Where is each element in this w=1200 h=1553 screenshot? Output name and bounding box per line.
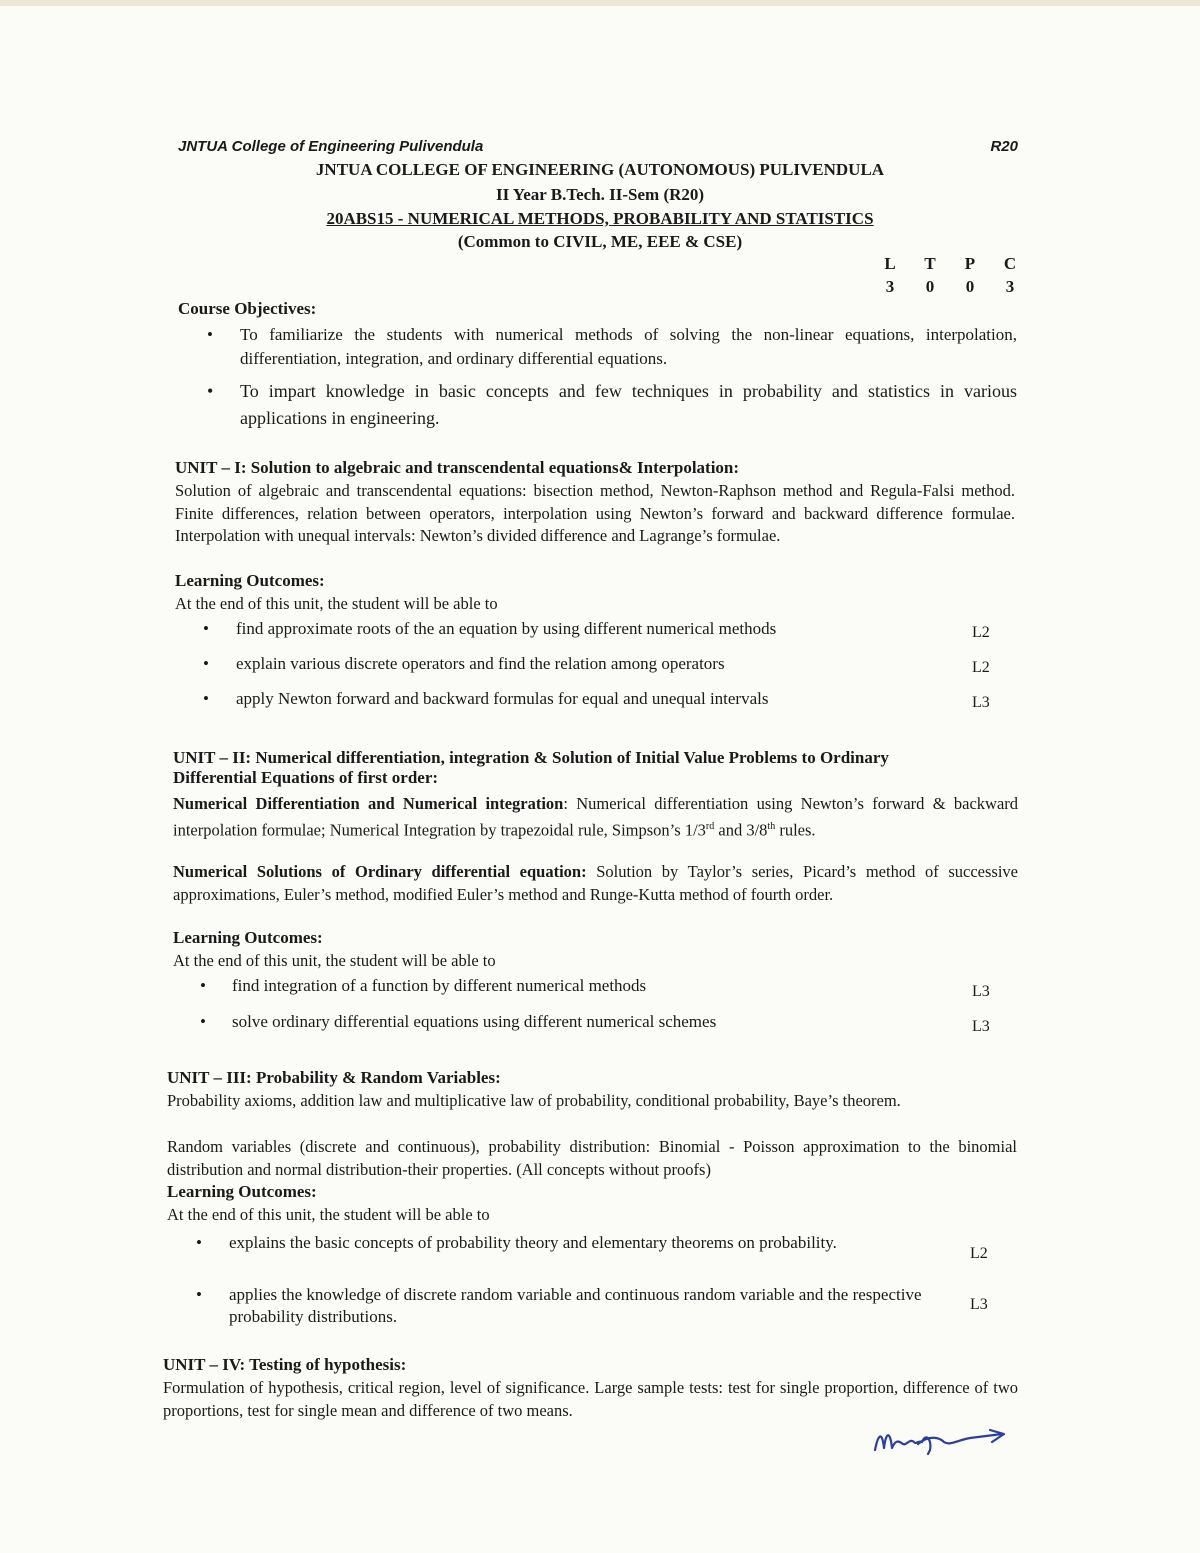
unit2-para2-text: Solution by Taylor’s series, Picard’s method of successive approximations, Euler’s method, modified Euler’s method and Runge-Kutta method of fourth order. — [173, 862, 1018, 904]
signature — [870, 1420, 1010, 1460]
unit2-para1-text-c: rules. — [775, 820, 816, 839]
outcome-text: apply Newton forward and backward formulas for equal and unequal intervals — [236, 689, 769, 708]
header-regulation: R20 — [990, 138, 1018, 155]
bullet-icon: • — [200, 1012, 206, 1031]
unit2-para2-bold: Numerical Solutions of Ordinary differential equation: — [173, 862, 587, 881]
bullet-icon: • — [207, 381, 214, 401]
unit2-para1-text-b: and 3/8 — [714, 820, 768, 839]
outcome-level: L2 — [970, 1245, 988, 1262]
college-title: JNTUA COLLEGE OF ENGINEERING (AUTONOMOUS) PULIVENDULA — [315, 160, 885, 179]
bullet-icon: • — [203, 619, 209, 638]
unit4-heading: UNIT – IV: Testing of hypothesis: — [163, 1355, 407, 1374]
ltpc-label-p: P — [964, 254, 976, 273]
unit2-heading-line2: Differential Equations of first order: — [173, 768, 439, 787]
unit1-outcome — [203, 652, 923, 676]
unit3-para2: Random variables (discrete and continuous), probability distribution: Binomial - Poisson approximation to the binomial distribution and normal distribution-their properties. (All concepts without proofs) — [167, 1137, 1017, 1179]
outcome-level: L3 — [972, 983, 990, 1000]
objectives-heading: Course Objectives: — [178, 299, 317, 318]
outcome-level: L2 — [972, 624, 990, 641]
unit2-para1 — [173, 793, 1018, 842]
bullet-icon: • — [203, 654, 209, 673]
ltpc-label-l: L — [884, 254, 896, 273]
unit3-lo-heading: Learning Outcomes: — [167, 1182, 317, 1201]
bullet-icon: • — [196, 1285, 202, 1304]
outcome-level: L3 — [972, 694, 990, 711]
scan-edge — [0, 0, 1200, 6]
ltpc-values — [870, 277, 1030, 297]
year-title: II Year B.Tech. II-Sem (R20) — [495, 185, 705, 204]
unit2-heading — [173, 748, 1018, 788]
outcome-text: explain various discrete operators and find the relation among operators — [236, 654, 725, 673]
unit2-outcome — [200, 1010, 920, 1034]
outcome-level: L3 — [970, 1296, 988, 1313]
bullet-icon: • — [196, 1233, 202, 1252]
unit3-outcome — [196, 1230, 851, 1256]
unit2-para1-text: : Numerical differentiation using Newton’s forward & backward interpolation formulae; Numerical Integration by trapezoidal rule, Simpson’s 1/3 — [173, 794, 1019, 839]
ltpc-value-l: 3 — [885, 277, 895, 296]
outcome-text: find approximate roots of the an equation by using different numerical methods — [236, 619, 777, 638]
unit1-outcome — [203, 617, 923, 641]
unit1-lo-intro: At the end of this unit, the student will be able to — [175, 594, 498, 613]
course-title: 20ABS15 - NUMERICAL METHODS, PROBABILITY AND STATISTICS — [326, 209, 874, 228]
bullet-icon: • — [200, 976, 206, 995]
unit3-para1: Probability axioms, addition law and multiplicative law of probability, conditional probability, Baye’s theorem. — [167, 1091, 901, 1110]
unit3-heading: UNIT – III: Probability & Random Variables: — [167, 1068, 501, 1087]
outcome-text: explains the basic concepts of probability theory and elementary theorems on probability. — [229, 1233, 837, 1252]
unit3-lo-intro: At the end of this unit, the student will be able to — [167, 1205, 490, 1224]
ltpc-labels — [870, 254, 1030, 274]
objective-text: To impart knowledge in basic concepts and few techniques in probability and statistics in various applications in engineering. — [240, 381, 1017, 428]
unit1-lo-heading: Learning Outcomes: — [175, 571, 325, 590]
unit2-outcome — [200, 974, 920, 998]
header-college-italic: JNTUA College of Engineering Pulivendula — [178, 138, 484, 155]
ltpc-value-p: 0 — [965, 277, 975, 296]
superscript-rd: rd — [705, 820, 715, 832]
unit2-para2 — [173, 861, 1018, 906]
unit3-outcome — [196, 1284, 936, 1328]
outcome-level: L3 — [972, 1018, 990, 1035]
outcome-text: find integration of a function by different numerical methods — [232, 976, 647, 995]
outcome-text: applies the knowledge of discrete random variable and continuous random variable and the respective probability distributions. — [229, 1285, 922, 1326]
bullet-icon: • — [207, 325, 213, 344]
outcome-text: solve ordinary differential equations using different numerical schemes — [232, 1012, 717, 1031]
ltpc-value-c: 3 — [1005, 277, 1015, 296]
unit1-body: Solution of algebraic and transcendental equations: bisection method, Newton-Raphson method and Regula-Falsi method. Finite differences, relation between operators, interpolation using Newton’s forward and backward difference formulae. Interpolation with unequal intervals: Newton’s divided difference and Lagrange’s formulae. — [175, 481, 1015, 545]
unit2-para1-bold: Numerical Differentiation and Numerical integration — [173, 794, 564, 813]
unit2-lo-heading: Learning Outcomes: — [173, 928, 323, 947]
common-to: (Common to CIVIL, ME, EEE & CSE) — [457, 232, 743, 251]
objective-text: To familiarize the students with numerical methods of solving the non-linear equations, interpolation, differentiation, integration, and ordinary differential equations. — [240, 325, 1017, 368]
objective-item — [207, 378, 1017, 432]
ltpc-label-c: C — [1003, 254, 1017, 273]
unit1-heading: UNIT – I: Solution to algebraic and transcendental equations& Interpolation: — [175, 458, 740, 477]
unit4-body: Formulation of hypothesis, critical region, level of significance. Large sample tests: test for single proportion, difference of two proportions, test for single mean and difference of two means. — [163, 1378, 1018, 1420]
ltpc-value-t: 0 — [925, 277, 935, 296]
bullet-icon: • — [203, 689, 209, 708]
unit2-lo-intro: At the end of this unit, the student will be able to — [173, 951, 496, 970]
outcome-level: L2 — [972, 659, 990, 676]
objective-item — [207, 323, 1017, 371]
ltpc-label-t: T — [924, 254, 936, 273]
superscript-th: th — [767, 820, 776, 832]
unit2-heading-line1: UNIT – II: Numerical differentiation, integration & Solution of Initial Value Problems to Ordinary — [173, 748, 889, 767]
unit1-outcome — [203, 687, 923, 711]
